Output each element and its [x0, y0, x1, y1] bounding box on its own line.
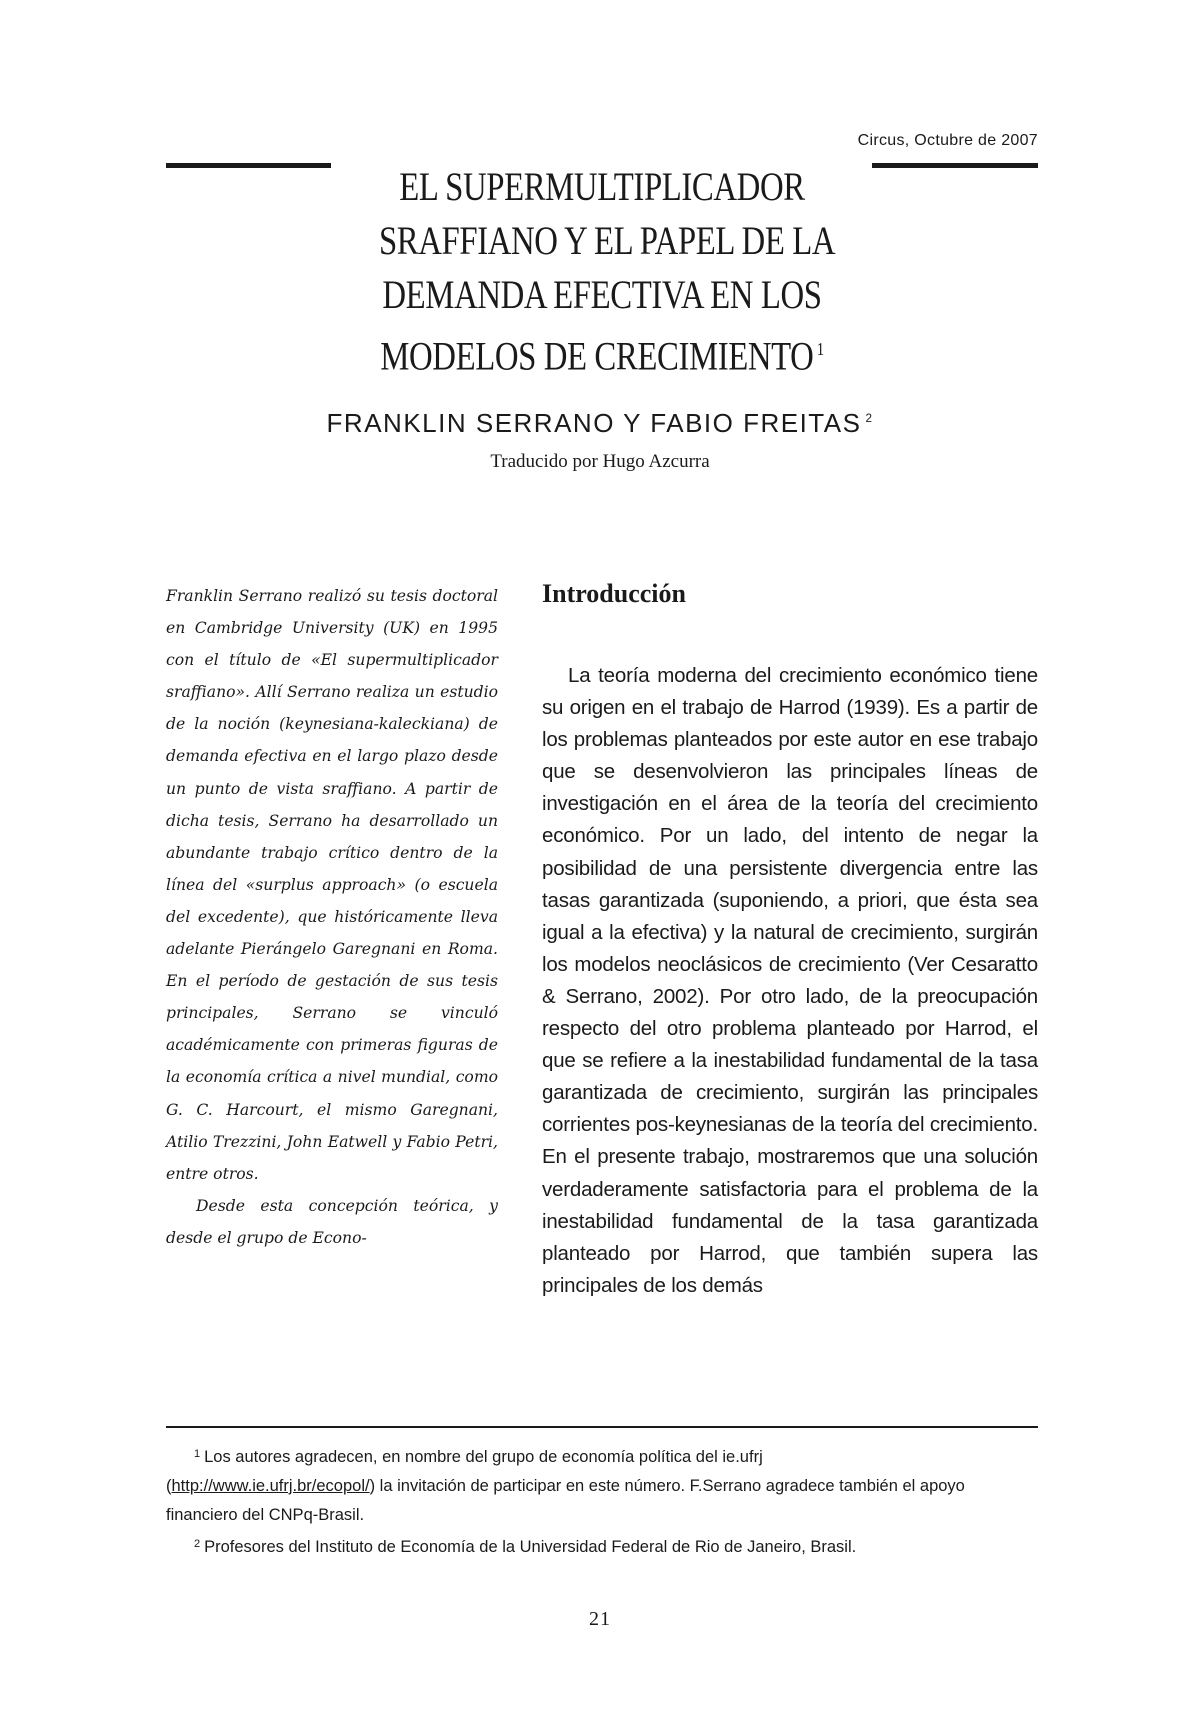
- footnote-1: [166, 1440, 976, 1530]
- body-paragraph: La teoría moderna del crecimiento económico tiene su origen en el trabajo de Harrod (1939). Es a partir de los problemas planteados por este autor en ese trabajo que se desenvolvieron las principales líneas de investigación en el área de la teoría del crecimiento económico. Por un lado, del intento de negar la posibilidad de una persistente divergencia entre las tasas garantizada (suponiendo, a priori, que ésta sea igual a la efectiva) y la natural de crecimiento, surgirán los modelos neoclásicos de crecimiento (Ver Cesaratto & Serrano, 2002). Por otro lado, de la preocupación respecto del otro problema planteado por Harrod, el que se refiere a la inestabilidad fundamental de la tasa garantizada de crecimiento, surgirán las principales corrientes pos-keynesianas de la teoría del crecimiento. En el presente trabajo, mostraremos que una solución verdaderamente satisfactoria para el problema de la inestabilidad fundamental de la tasa garantizada planteado por Harrod, que también supera las principales de los demás: [542, 664, 1038, 1297]
- title-line-text: MODELOS DE CRECIMIENTO: [380, 333, 814, 379]
- footnote-1-text-start: Los autores agradecen, en nombre del grupo de economía política del ie.ufrj (: [166, 1448, 763, 1495]
- author-bio-sidebar: [166, 580, 498, 1254]
- title-rule-left: [166, 163, 331, 168]
- authors-footnote-mark[interactable]: 2: [865, 412, 874, 426]
- main-column: [542, 578, 1038, 1302]
- authors-line: [0, 408, 1200, 439]
- title-footnote-mark[interactable]: 1: [816, 339, 824, 359]
- authors-names: FRANKLIN SERRANO Y FABIO FREITAS: [326, 408, 862, 438]
- footnote-1-link[interactable]: http://www.ie.ufrj.br/ecopol/: [171, 1477, 370, 1495]
- footnote-divider: [166, 1426, 1038, 1428]
- article-title: [378, 160, 836, 383]
- title-rule-right: [872, 163, 1038, 168]
- sidebar-paragraph: Desde esta concepción teórica, y desde el grupo de Econo-: [166, 1196, 498, 1247]
- footnotes: [166, 1440, 976, 1562]
- translator-line: Traducido por Hugo Azcurra: [490, 451, 710, 472]
- sidebar-paragraph: Franklin Serrano realizó su tesis doctoral en Cambridge University (UK) en 1995 con el título de «El supermultiplicador sraffiano». Allí Serrano realiza un estudio de la noción (keynesiana-kaleckiana) de demanda efectiva en el largo plazo desde un punto de vista sraffiano. A partir de dicha tesis, Serrano ha desarrollado un abundante trabajo crítico dentro de la línea del «surplus approach» (o escuela del excedente), que históricamente lleva adelante Pierángelo Garegnani en Roma. En el período de gestación de sus tesis principales, Serrano se vinculó académicamente con primeras figuras de la economía crítica a nivel mundial, como G. C. Harcourt, el mismo Garegnani, Atilio Trezzini, John Eatwell y Fabio Petri, entre otros.: [166, 587, 498, 1183]
- title-line: SRAFFIANO Y EL PAPEL DE LA: [378, 218, 836, 263]
- footnote-2-text: Profesores del Instituto de Economía de la Universidad Federal de Rio de Janeiro, Brasil.: [204, 1538, 857, 1556]
- page-number: 21: [589, 1608, 611, 1630]
- footnote-2: [166, 1530, 976, 1562]
- title-line: EL SUPERMULTIPLICADOR: [399, 164, 805, 209]
- title-line: DEMANDA EFECTIVA EN LOS: [382, 272, 822, 317]
- journal-header: Circus, Octubre de 2007: [857, 132, 1038, 149]
- footnote-1-text-end: ) la invitación de participar en este número. F.Serrano agradece también el apoyo financiero del CNPq-Brasil.: [166, 1477, 965, 1524]
- footnote-1-mark: 1: [194, 1448, 201, 1460]
- title-line-last: [379, 322, 825, 383]
- footnote-2-mark: 2: [194, 1538, 201, 1550]
- section-heading: Introducción: [542, 579, 686, 608]
